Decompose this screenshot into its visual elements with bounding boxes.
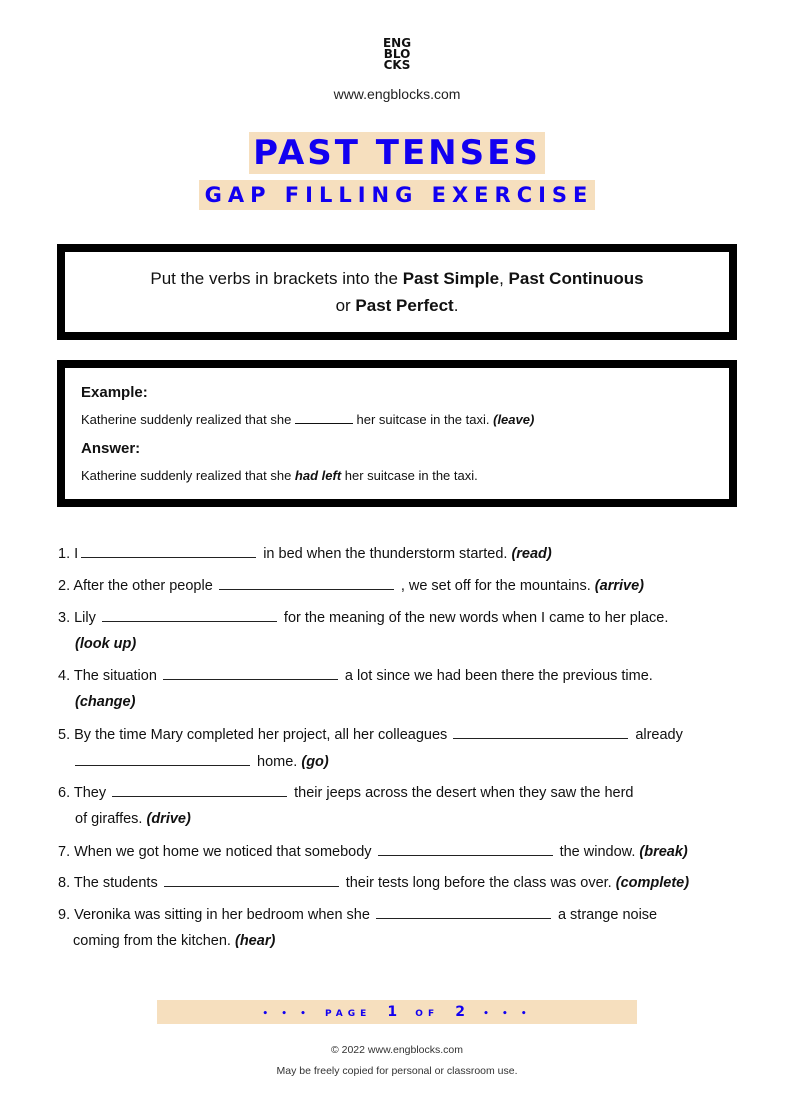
answer-text-after: her suitcase in the taxi. [341, 468, 478, 483]
logo-line-3: CKS [383, 58, 411, 72]
instruction-tense-1: Past Simple [402, 269, 500, 288]
question-3-verb [75, 636, 136, 652]
instruction-tense-3: Past Perfect [355, 296, 454, 315]
example-text-after: her suitcase in the taxi. [352, 412, 494, 427]
question-text: 9. Veronika was sitting in her bedroom when she [58, 907, 370, 923]
dots-left: • • • [262, 1009, 311, 1019]
question-5 [58, 726, 683, 743]
question-4-verb [75, 694, 135, 710]
example-text-before: Katherine suddenly realized that she [81, 412, 295, 427]
question-6-line2 [75, 811, 191, 827]
verb-hint: (hear) [235, 933, 276, 949]
instruction-tense-2: Past Continuous [508, 269, 644, 288]
question-text: for the meaning of the new words when I came to her place. [283, 610, 669, 626]
question-text: coming from the kitchen. [73, 933, 231, 949]
page-number: 1 [387, 1004, 400, 1020]
answer-gap[interactable] [164, 874, 339, 887]
example-verb: (leave) [493, 412, 535, 427]
question-text: a strange noise [557, 907, 658, 923]
answer-verb-form: had left [294, 468, 342, 483]
instruction-end: . [453, 296, 459, 315]
question-text: in bed when the thunderstorm started. [263, 546, 508, 562]
page-title: PAST TENSES [249, 132, 545, 174]
verb-hint: (change) [75, 694, 136, 710]
question-5-line2 [72, 753, 329, 770]
verb-hint: (drive) [146, 811, 191, 827]
answer-text-before: Katherine suddenly realized that she [81, 468, 295, 483]
question-text: 2. After the other people [58, 578, 213, 594]
question-text: the window. [559, 844, 636, 860]
instruction-separator: , [499, 269, 509, 288]
question-text: a lot since we had been there the previous time. [344, 668, 653, 684]
example-heading: Example: [81, 384, 148, 401]
answer-gap[interactable] [163, 667, 338, 680]
verb-hint: (read) [511, 546, 552, 562]
question-text: of giraffes. [75, 811, 143, 827]
answer-gap[interactable] [102, 609, 277, 622]
example-blank [295, 413, 353, 424]
answer-gap[interactable] [75, 753, 250, 766]
page-indicator [157, 1000, 637, 1024]
question-text: already [635, 727, 683, 743]
instruction-or: or [335, 296, 356, 315]
question-text: 1. I [58, 546, 79, 562]
license-note: May be freely copied for personal or classroom use. [276, 1065, 518, 1077]
instruction-text: Put the verbs in brackets into the [150, 269, 403, 288]
question-text: 6. They [58, 785, 107, 801]
question-6 [58, 784, 633, 801]
question-text: home. [257, 754, 298, 770]
verb-hint: (go) [301, 754, 329, 770]
answer-gap[interactable] [376, 906, 551, 919]
verb-hint: (look up) [75, 636, 137, 652]
answer-gap[interactable] [112, 784, 287, 797]
question-1 [58, 545, 552, 562]
engblocks-logo [0, 38, 794, 71]
answer-gap[interactable] [81, 545, 256, 558]
verb-hint: (break) [639, 844, 688, 860]
question-text: 3. Lily [58, 610, 96, 626]
verb-hint: (complete) [615, 875, 690, 891]
question-8 [58, 874, 689, 891]
question-text: , we set off for the mountains. [400, 578, 591, 594]
answer-sentence [81, 468, 478, 483]
question-9 [58, 906, 657, 923]
logo-line-2: BLO [383, 47, 411, 61]
question-text: their tests long before the class was over. [345, 875, 612, 891]
dots-right: • • • [483, 1009, 532, 1019]
question-text: 5. By the time Mary completed her project, all her colleagues [58, 727, 448, 743]
question-text: 7. When we got home we noticed that somebody [58, 844, 372, 860]
question-3 [58, 609, 668, 626]
answer-gap[interactable] [219, 577, 394, 590]
verb-hint: (arrive) [594, 578, 644, 594]
instruction-box [57, 244, 737, 340]
copyright: © 2022 www.engblocks.com [330, 1044, 464, 1056]
page-total: 2 [455, 1004, 467, 1020]
question-9-line2 [73, 933, 275, 949]
website-url: www.engblocks.com [333, 86, 461, 102]
logo-line-1: ENG [382, 36, 412, 50]
question-4 [58, 667, 653, 684]
page-subtitle: GAP FILLING EXERCISE [199, 180, 596, 210]
answer-gap[interactable] [378, 843, 553, 856]
question-text: 4. The situation [58, 668, 157, 684]
page-word: PAGE [324, 1009, 372, 1019]
answer-gap[interactable] [453, 726, 628, 739]
of-word: OF [415, 1009, 440, 1019]
example-sentence [81, 412, 534, 427]
answer-heading: Answer: [81, 440, 141, 457]
question-text: 8. The students [58, 875, 158, 891]
question-2 [58, 577, 644, 594]
question-text: their jeeps across the desert when they saw the herd [294, 785, 634, 801]
example-box [57, 360, 737, 507]
question-7 [58, 843, 688, 860]
